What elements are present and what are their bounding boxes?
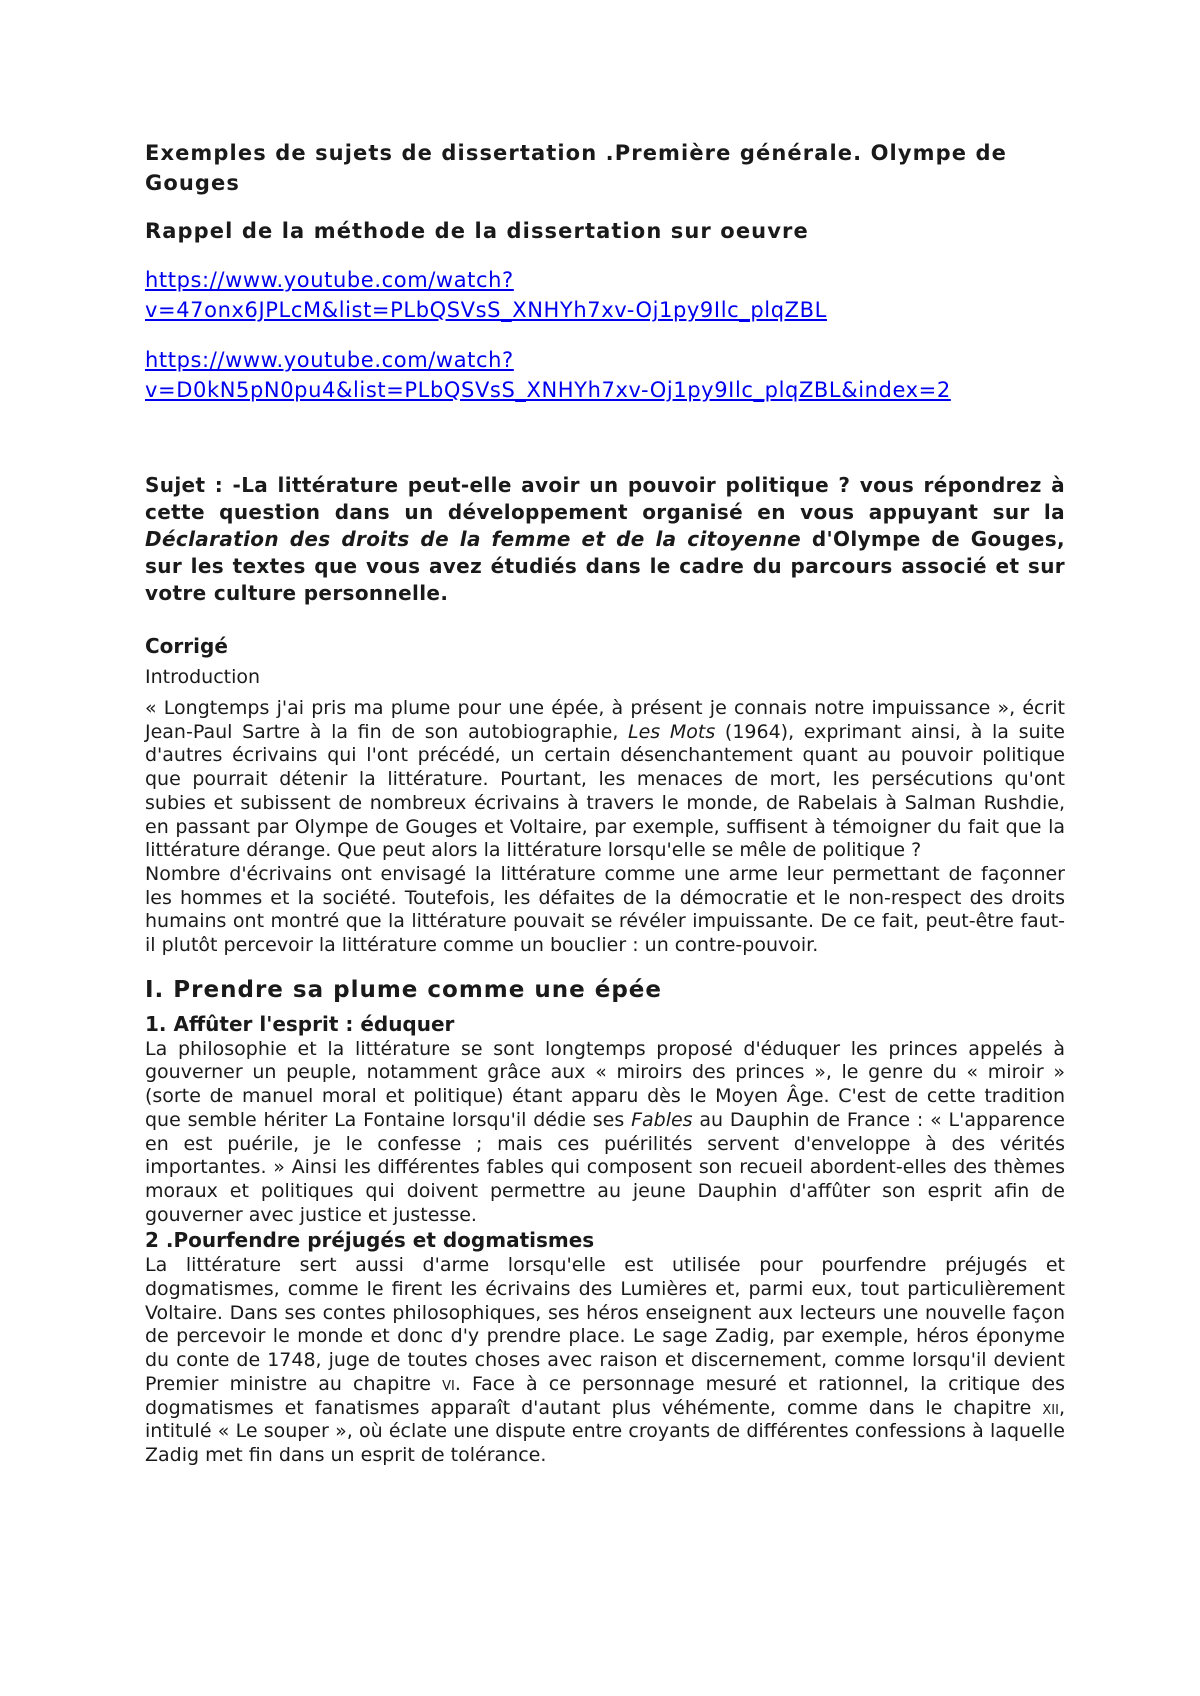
sub1-text-a: La philosophie et la littérature se sont longtemps proposé d'éduquer les princes appelés à gouverner un peuple, notamment grâce aux « miroirs des princes », le genre du « miroir » (sorte de manuel moral et politique) étant apparu dès le Moyen Âge. C'est de cette tradition que semble hériter La Fontaine lorsqu'il dédie ses (145, 1037, 1065, 1131)
subject-text-2: d'Olympe de Gouges, sur les textes que vous avez étudiés dans le cadre du parcours associé et sur votre culture personnelle. (145, 527, 1065, 605)
sub1-text-b: au Dauphin de France : « L'apparence en est puérile, je le confesse ; mais ces puérilités servent d'enveloppe à des vérités importantes. » Ainsi les différentes fables qui composent son recueil abordent-elles des thèmes moraux et politiques qui doivent permettre au jeune Dauphin d'affûter son esprit afin de gouverner avec justice et justesse. (145, 1108, 1065, 1226)
intro-p1-text-a: « Longtemps j'ai pris ma plume pour une épée, à présent je connais notre impuissance », écrit Jean-Paul Sartre à la fin de son autobiographie, (145, 697, 1065, 743)
subsection-2-title: 2 .Pourfendre préjugés et dogmatismes (145, 1228, 595, 1253)
introduction-label: Introduction (145, 666, 261, 688)
document-title: Exemples de sujets de dissertation .Première générale. Olympe de Gouges (145, 141, 1007, 195)
sub2-chapter-1: vi (442, 1372, 455, 1395)
video-link-2-line1[interactable]: https://www.youtube.com/watch? (145, 348, 514, 372)
video-link-1[interactable] (145, 265, 1065, 325)
subject-work-title: Déclaration des droits de la femme et de la citoyenne (145, 527, 802, 551)
intro-p1-text-b: (1964), exprimant ainsi, à la suite d'autres écrivains qui l'ont précédé, un certain désenchantement quant au pouvoir politique que pourrait détenir la littérature. Pourtant, les menaces de mort, les persécutions qu'ont subies et subissent de nombreux écrivains à travers le monde, de Rabelais à Salman Rushdie, en passant par Olympe de Gouges et Voltaire, par exemple, suffisent à témoigner du fait que la littérature dérange. Que peut alors la littérature lorsqu'elle se mêle de politique ? (145, 720, 1065, 862)
sub2-text-b: . Face à ce personnage mesuré et rationnel, la critique des dogmatismes et fanatismes apparaît d'autant plus véhémente, comme dans le chapitre (145, 1372, 1065, 1419)
video-link-1-line1[interactable]: https://www.youtube.com/watch? (145, 268, 514, 292)
subsection-1-paragraph (145, 1038, 1065, 1228)
intro-p1-work: Les Mots (628, 720, 716, 743)
sub2-text-c: , intitulé « Le souper », où éclate une dispute entre croyants de différentes confessions à laquelle Zadig met fin dans un esprit de tolérance. (145, 1396, 1065, 1466)
document-subtitle: Rappel de la méthode de la dissertation sur oeuvre (145, 219, 809, 243)
document-page (145, 138, 1065, 1468)
subsection-1-title: 1. Affûter l'esprit : éduquer (145, 1011, 455, 1036)
corrige-heading: Corrigé (145, 634, 228, 658)
section-1-title: I. Prendre sa plume comme une épée (145, 976, 662, 1003)
video-link-2[interactable] (145, 345, 1065, 405)
subject-paragraph (145, 472, 1065, 607)
intro-paragraph-1 (145, 697, 1065, 863)
subject-text-1: Sujet : -La littérature peut-elle avoir un pouvoir politique ? vous répondrez à cette question dans un développement organisé en vous appuyant sur la (145, 473, 1065, 524)
intro-paragraph-2: Nombre d'écrivains ont envisagé la littérature comme une arme leur permettant de façonner les hommes et la société. Toutefois, les défaites de la démocratie et le non-respect des droits humains ont montré que la littérature pouvait se révéler impuissante. De ce fait, peut-être faut-il plutôt percevoir la littérature comme un bouclier : un contre-pouvoir. (145, 862, 1065, 957)
sub2-text-a: La littérature sert aussi d'arme lorsqu'elle est utilisée pour pourfendre préjugés et dogmatismes, comme le firent les écrivains des Lumières et, parmi eux, tout particulièrement Voltaire. Dans ses contes philosophiques, ses héros enseignent aux lecteurs une nouvelle façon de percevoir le monde et donc d'y prendre place. Le sage Zadig, par exemple, héros éponyme du conte de 1748, juge de toutes choses avec raison et discernement, comme lorsqu'il devient Premier ministre au chapitre (145, 1254, 1065, 1395)
video-link-2-line2[interactable]: v=D0kN5pN0pu4&list=PLbQSVsS_XNHYh7xv-Oj1py9Ilc_plqZBL&index=2 (145, 378, 951, 402)
video-link-1-line2[interactable]: v=47onx6JPLcM&list=PLbQSVsS_XNHYh7xv-Oj1py9Ilc_plqZBL (145, 298, 827, 322)
subsection-2-paragraph (145, 1254, 1065, 1467)
sub2-chapter-2: xii (1042, 1396, 1059, 1419)
sub1-work: Fables (631, 1108, 693, 1131)
